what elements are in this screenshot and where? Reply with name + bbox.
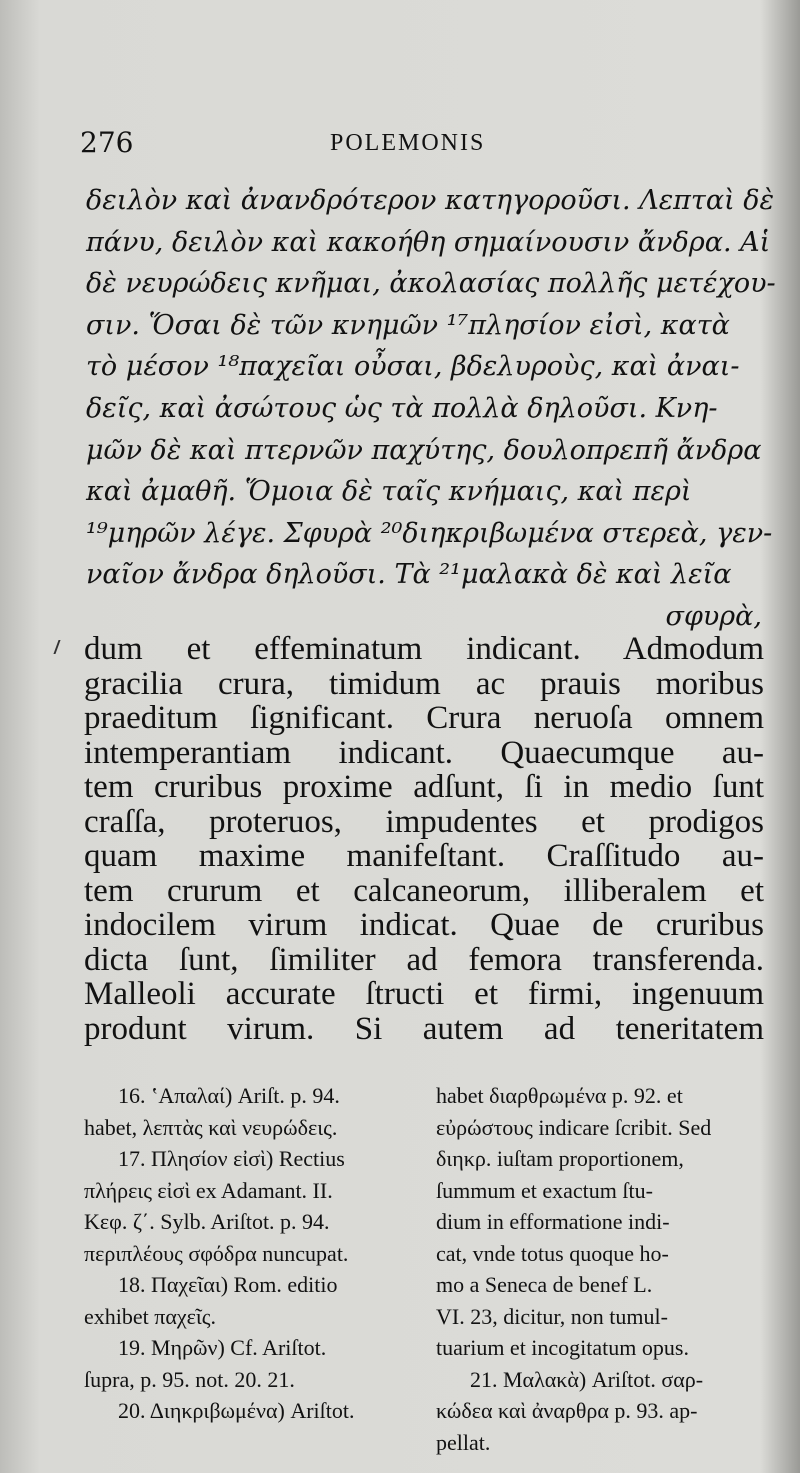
greek-line: σιν. Ὅσαι δὲ τῶν κνημῶν ¹⁷πλησίον εἰσὶ, κατὰ (86, 309, 730, 341)
footnote-line: 17. Πλησίον εἰσὶ) Rectius (118, 1146, 345, 1171)
footnote-line: διηκρ. iuſtam proportionem, (436, 1146, 684, 1171)
footnote-line: pellat. (436, 1429, 491, 1455)
greek-line: τὸ μέσον ¹⁸παχεῖαι οὖσαι, βδελυροὺς, καὶ ἀναι- (86, 351, 740, 383)
greek-line: ναῖον ἄνδρα δηλοῦσι. Τὰ ²¹μαλακὰ δὲ καὶ λεῖα (86, 559, 732, 591)
footnote-line: ſupra, p. 95. not. 20. 21. (84, 1366, 295, 1392)
latin-line: tem crurum et calcaneorum, illiberalem et (84, 872, 764, 909)
page-number: 276 (80, 126, 134, 159)
footnote-line: κώδεα καὶ ἀναρθρα p. 93. ap- (436, 1398, 698, 1423)
footnote-line: habet, λεπτὰς καὶ νευρώδεις. (84, 1114, 338, 1140)
footnote-line: exhibet παχεῖς. (84, 1303, 217, 1329)
latin-line: dum et effeminatum indicant. Admodum (84, 631, 764, 667)
latin-line: indocilem virum indicat. Quae de cruribus (84, 907, 764, 943)
footnote-line: 16. ʽΑπαλαί) Ariſt. p. 94. (118, 1083, 340, 1108)
latin-line: gracilia crura, timidum ac prauis moribus (84, 665, 764, 702)
footnotes-left-column (84, 1080, 420, 1427)
greek-line-catchword: σφυρὰ, (665, 600, 762, 632)
footnote-line: cat, vnde totus quoque ho- (436, 1240, 669, 1266)
footnote-line: VI. 23, dicitur, non tumul- (436, 1303, 668, 1329)
greek-line: μῶν δὲ καὶ πτερνῶν παχύτης, δουλοπρεπῆ ἄνδρα (86, 434, 762, 466)
latin-line: intemperantiam indicant. Quaecumque au- (84, 734, 764, 771)
greek-line: δειλὸν καὶ ἀνανδρότερον κατηγοροῦσι. Λεπταὶ δὲ (86, 185, 775, 216)
footnote-line: habet διαρθρωμένα p. 92. et (436, 1083, 683, 1108)
latin-line: produnt virum. Si autem ad teneritatem (84, 1010, 764, 1047)
greek-text-block (86, 180, 776, 638)
footnotes-right-column (436, 1080, 766, 1458)
footnote-line: 20. Διηκριβωμένα) Ariſtot. (118, 1398, 355, 1423)
footnote-line: mo a Seneca de benef L. (436, 1272, 653, 1297)
footnote-line: περιπλέους σφόδρα nuncupat. (84, 1240, 349, 1266)
footnote-line: 18. Παχεῖαι) Rom. editio (118, 1272, 338, 1297)
footnote-line: πλήρεις εἰσὶ ex Adamant. II. (84, 1177, 333, 1203)
latin-text-block (84, 632, 764, 1046)
running-title: POLEMONIS (330, 130, 486, 156)
greek-line: δὲ νευρώδεις κνῆμαι, ἀκολασίας πολλῆς μετέχου- (86, 268, 776, 300)
latin-line: craſſa, proteruos, impudentes et prodigos (84, 803, 764, 840)
greek-line: δεῖς, καὶ ἀσώτους ὡς τὰ πολλὰ δηλοῦσι. Κνη- (86, 392, 718, 424)
greek-line: καὶ ἀμαθῆ. Ὅμοια δὲ ταῖς κνήμαις, καὶ περὶ (86, 476, 692, 508)
latin-line: tem cruribus proxime adſunt, ſi in medio ſunt (84, 769, 764, 805)
footnote-line: 19. Μηρῶν) Cf. Ariſtot. (118, 1335, 327, 1360)
page-header (80, 126, 760, 166)
footnote-line: 21. Μαλακὰ) Ariſtot. σαρ- (470, 1366, 704, 1392)
footnote-line: εὐρώστους indicare ſcribit. Sed (436, 1114, 712, 1140)
latin-line: dicta ſunt, ſimiliter ad femora transferenda. (84, 941, 764, 978)
greek-line: ¹⁹μηρῶν λέγε. Σφυρὰ ²⁰διηκριβωμένα στερεὰ, γεν- (86, 517, 773, 549)
latin-line: praeditum ſignificant. Crura neruoſa omnem (84, 700, 764, 736)
footnote-line: dium in efformatione indi- (436, 1209, 670, 1234)
footnote-line: tuarium et incogitatum opus. (436, 1335, 689, 1360)
footnote-line: ſummum et exactum ſtu- (436, 1177, 653, 1203)
greek-line: πάνυ, δειλὸν καὶ κακοήθη σημαίνουσιν ἄνδρα. Αἱ (86, 226, 771, 258)
latin-line: Malleoli accurate ſtructi et firmi, ingenuum (84, 976, 764, 1012)
latin-line: quam maxime manifeſtant. Craſſitudo au- (84, 838, 764, 874)
footnote-line: Κεφ. ζ΄. Sylb. Ariſtot. p. 94. (84, 1209, 330, 1234)
margin-mark (53, 640, 70, 654)
